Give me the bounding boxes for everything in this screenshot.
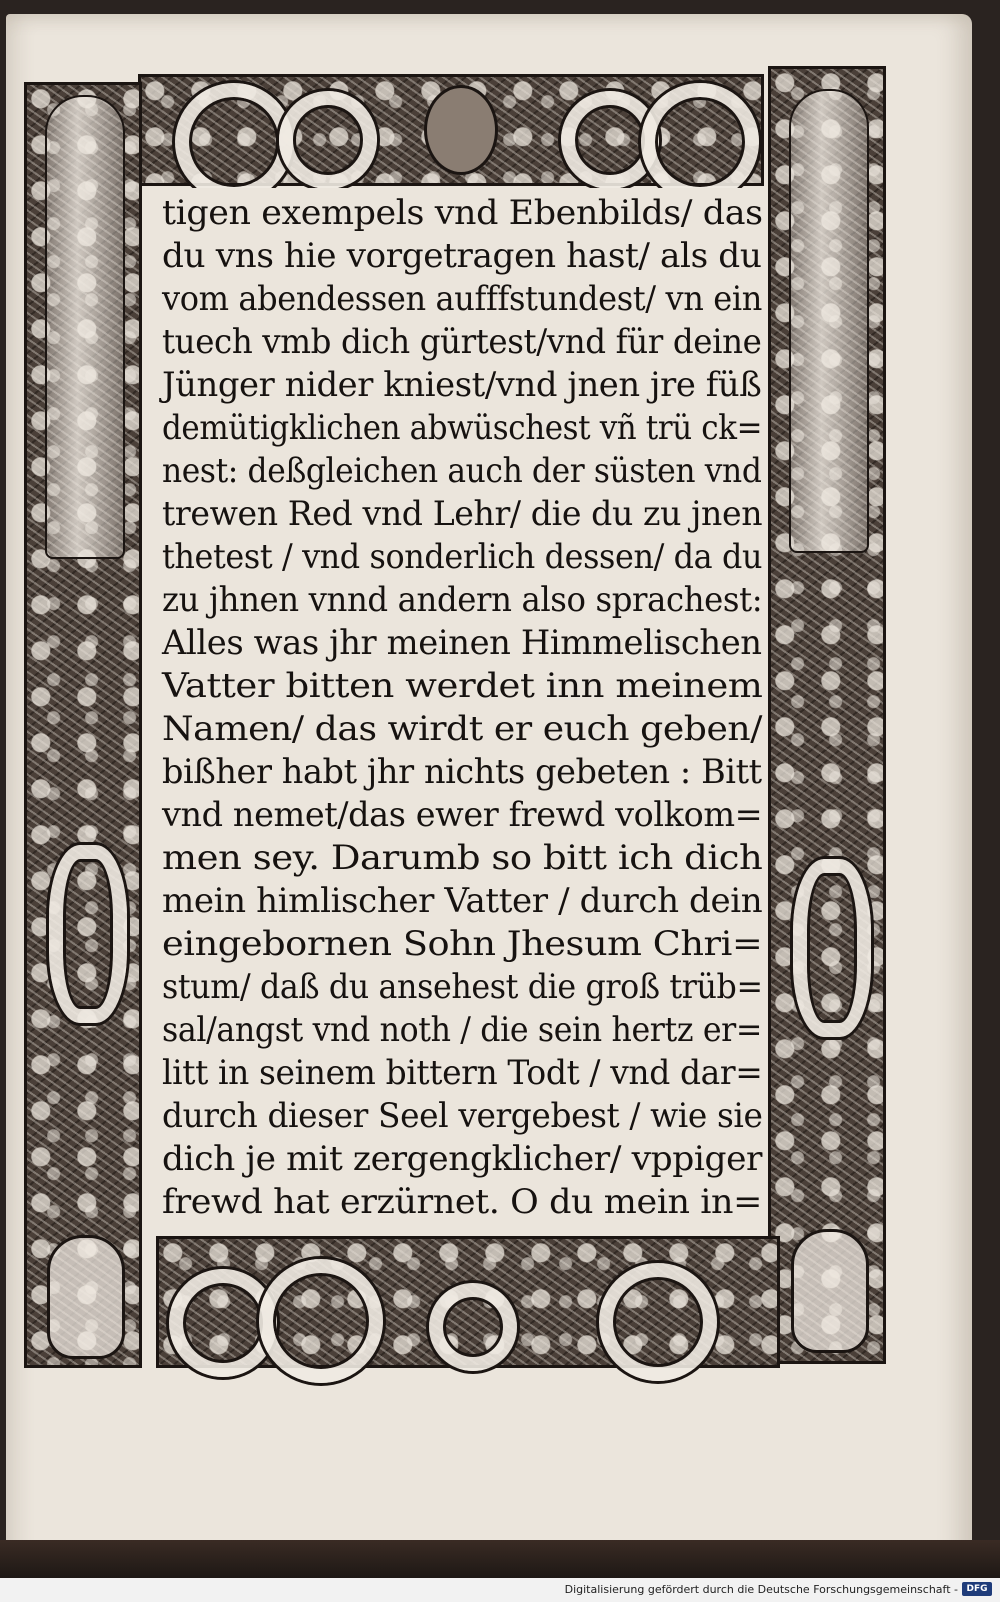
text-line: eingebornen Sohn Jhesum Chri= [162, 924, 763, 964]
text-line: tuech vmb dich gürtest/vnd für deine [162, 322, 762, 362]
woodcut-border-bottom [156, 1236, 780, 1368]
text-line: demütigklichen abwüschest vñ trü ck= [162, 408, 763, 448]
medallion-ornament [793, 859, 871, 1037]
woodcut-border-top [138, 74, 764, 186]
medallion-ornament [49, 845, 127, 1023]
woodcut-border-right [768, 66, 886, 1364]
text-line: thetest / vnd sonderlich dessen/ da du [162, 537, 763, 577]
text-line: nest: deßgleichen auch der süsten vnd [162, 451, 762, 491]
text-line: stum/ daß du ansehest die groß trüb= [162, 967, 763, 1007]
face-ornament [424, 85, 498, 175]
text-line: Alles was jhr meinen Himmelischen [162, 623, 762, 663]
scroll-ornament [641, 83, 759, 201]
scroll-ornament [279, 91, 377, 189]
scroll-ornament [175, 83, 293, 201]
text-block [150, 188, 768, 1234]
text-line: durch dieser Seel vergebest / wie sie [162, 1096, 763, 1136]
text-line: men sey. Darumb so bitt ich dich [162, 838, 763, 878]
figure-ornament [45, 95, 125, 559]
dfg-logo: DFG [962, 1582, 992, 1596]
text-line: trewen Red vnd Lehr/ die du zu jnen [162, 494, 763, 534]
scroll-ornament [599, 1263, 717, 1381]
text-line: Namen/ das wirdt er euch geben/ [162, 709, 763, 749]
text-line: Vatter bitten werdet inn meinem [162, 666, 763, 706]
text-line: zu jhnen vnnd andern also sprachest: [162, 580, 763, 620]
vase-ornament [791, 1229, 869, 1353]
vase-ornament [47, 1235, 125, 1359]
scroll-ornament [259, 1259, 383, 1383]
figure-ornament [789, 89, 869, 553]
footer-credit: Digitalisierung gefördert durch die Deutsche Forschungsgemeinschaft - [564, 1583, 958, 1596]
text-line: litt in seinem bittern Todt / vnd dar= [162, 1053, 763, 1093]
text-line: mein himlischer Vatter / durch dein [162, 881, 763, 921]
text-line: frewd hat erzürnet. O du mein in= [162, 1182, 762, 1222]
text-line: vom abendessen aufffstundest/ vn ein [162, 279, 762, 319]
scroll-ornament [429, 1283, 517, 1371]
text-line: vnd nemet/das ewer frewd volkom= [162, 795, 763, 835]
text-line: tigen exempels vnd Ebenbilds/ das [162, 193, 763, 233]
text-line: dich je mit zergengklicher/ vppiger [162, 1139, 763, 1179]
text-line: Jünger nider kniest/vnd jnen jre füß [162, 365, 762, 405]
text-line: du vns hie vorgetragen hast/ als du [162, 236, 762, 276]
page-edge [0, 1540, 1000, 1580]
woodcut-border-left [24, 82, 142, 1368]
text-line: bißher habt jhr nichts gebeten : Bitt [162, 752, 762, 792]
text-line: sal/angst vnd noth / die sein hertz er= [162, 1010, 763, 1050]
